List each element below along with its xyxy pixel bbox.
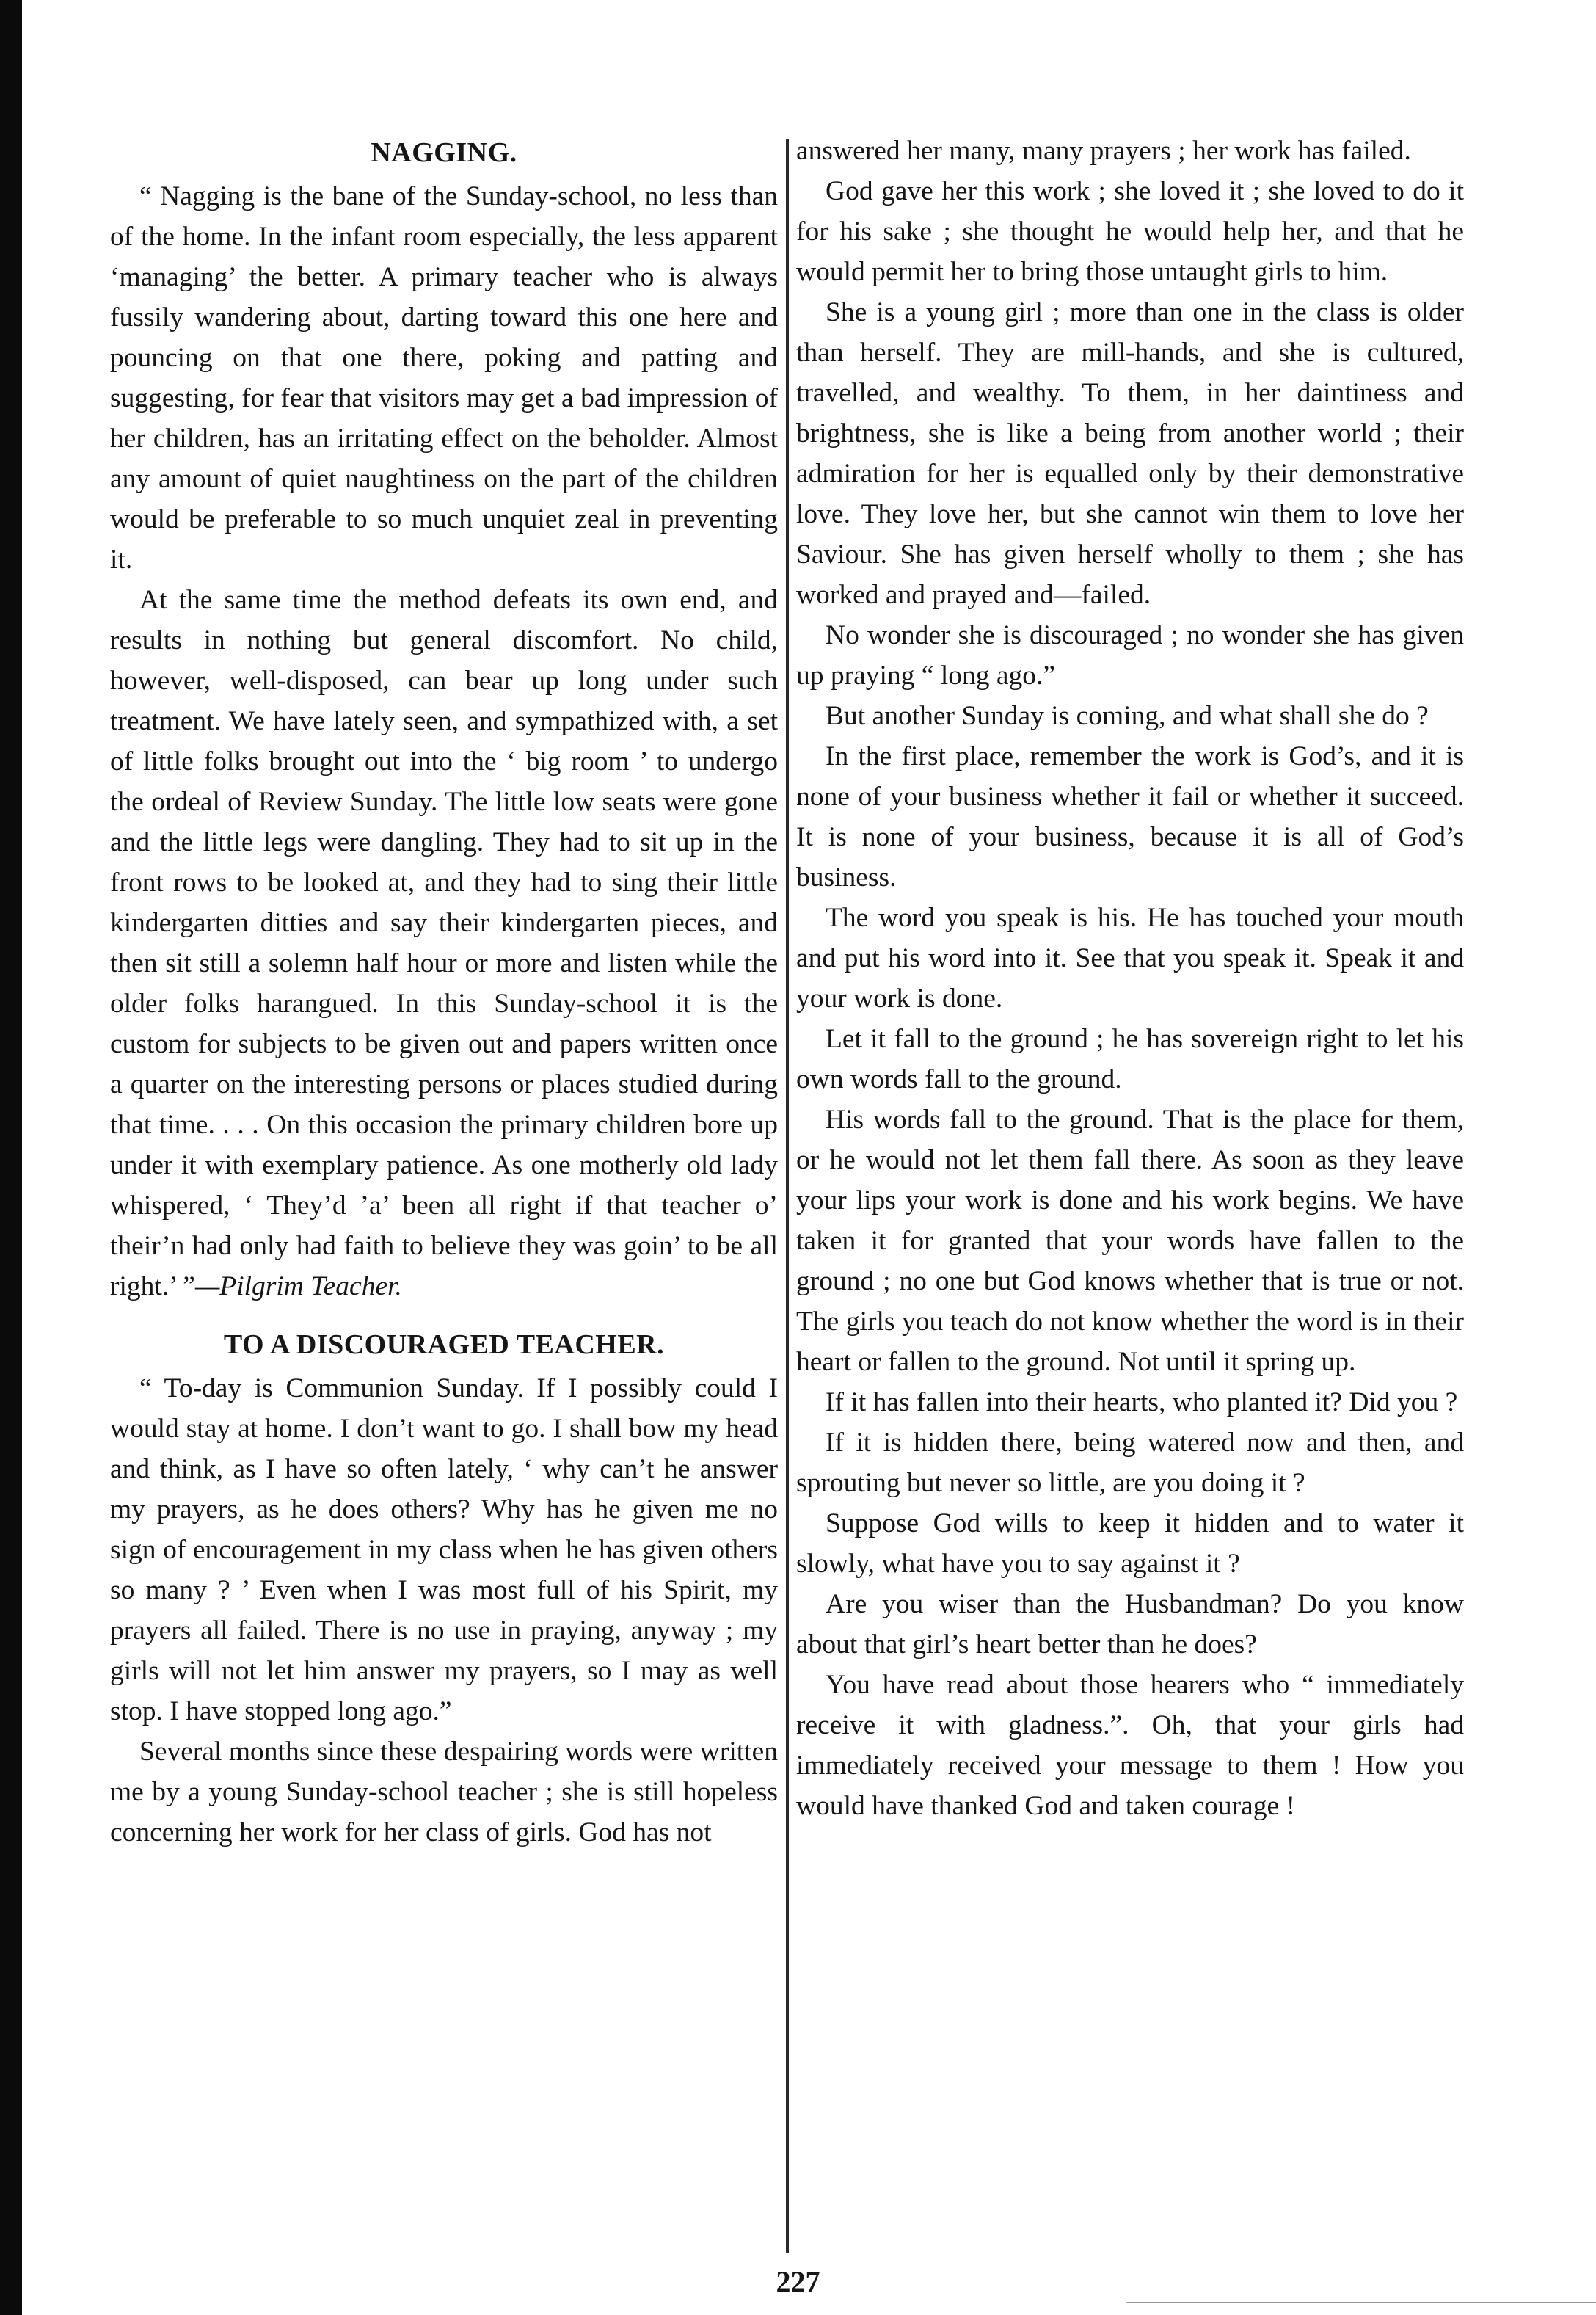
paragraph: If it is hidden there, being watered now and then, and sprouting but never so little, are you doing it ? [796, 1428, 1464, 1498]
paragraph: God gave her this work ; she loved it ; she loved to do it for his sake ; she thought he would help her, and that he would permit her to bring those untaught girls to him. [796, 176, 1464, 287]
page-number: 227 [776, 2265, 820, 2298]
right-column [796, 131, 1464, 1826]
left-margin-rule [0, 0, 22, 2315]
paragraph: His words fall to the ground. That is the place for them, or he would not let them fall there. As soon as they leave your lips your work is done and his work begins. We have taken it for granted that your words have fallen to the ground ; no one but God knows whether that is true or not. The girls you teach do not know whether the word is in their heart or fallen to the ground. Not until it spring up. [796, 1105, 1464, 1377]
paragraph: In the first place, remember the work is God’s, and it is none of your business whether it fail or whether it succeed. It is none of your business, because it is all of God’s business. [796, 741, 1464, 893]
left-column [110, 131, 778, 1853]
continued-paragraph: answered her many, many prayers ; her work has failed. [796, 136, 1411, 166]
heading-nagging: NAGGING. [371, 137, 517, 168]
paragraph: No wonder she is discouraged ; no wonder she has given up praying “ long ago.” [796, 620, 1464, 691]
paragraph: You have read about those hearers who “ immediately receive it with gladness.”. Oh, that your girls had immediately received your message to them ! How you would have thanked God and taken courage ! [796, 1670, 1464, 1821]
heading-discouraged-teacher: TO A DISCOURAGED TEACHER. [223, 1329, 665, 1360]
attribution: —Pilgrim Teacher. [194, 1271, 402, 1301]
paragraph: She is a young girl ; more than one in the class is older than herself. They are mill-hands, and she is cultured, travelled, and wealthy. To them, in her daintiness and brightness, she is like a being from another world ; their admiration for her is equalled only by their demonstrative love. They love her, but she cannot win them to love her Saviour. She has given herself wholly to them ; she has worked and prayed and—failed. [796, 297, 1464, 610]
paragraph: The word you speak is his. He has touched your mouth and put his word into it. See that you speak it. Speak it and your work is done. [796, 903, 1464, 1014]
paragraph: “ To-day is Communion Sunday. If I possibly could I would stay at home. I don’t want to go. I shall bow my head and think, as I have so often lately, ‘ why can’t he answer my prayers, as he does others? Why has he given me no sign of encouragement in my class when he has given others so many ? ’ Even when I was most full of his Spirit, my prayers all failed. There is no use in praying, anyway ; my girls will not let him answer my prayers, so I may as well stop. I have stopped long ago.” [110, 1373, 778, 1726]
footer-rule [1126, 2302, 1596, 2303]
column-rule [786, 139, 789, 2253]
paragraph-text: At the same time the method defeats its own end, and results in nothing but general discomfort. No child, however, well-disposed, can bear up long under such treatment. We have lately seen, and sympathized with, a set of little folks brought out into the ‘ big room ’ to undergo the ordeal of Review Sunday. The little low seats were gone and the little legs were dangling. They had to sit up in the front rows to be looked at, and they had to sing their little kindergarten ditties and say their kindergarten pieces, and then sit still a solemn half hour or more and listen while the older folks harangued. In this Sunday-school it is the custom for subjects to be given out and papers written once a quarter on the interesting persons or places studied during that time. . . . On this occasion the primary children bore up under it with exemplary patience. As one motherly old lady whispered, ‘ They’d ’a’ been all right if that teacher o’ their’n had only had faith to believe they was goin’ to be all right.’ ” [110, 585, 778, 1301]
paragraph: If it has fallen into their hearts, who planted it? Did you ? [826, 1387, 1458, 1417]
paragraph: Are you wiser than the Husbandman? Do you know about that girl’s heart better than he does? [796, 1589, 1464, 1660]
paragraph: Suppose God wills to keep it hidden and to water it slowly, what have you to say against it ? [796, 1508, 1464, 1579]
paragraph: “ Nagging is the bane of the Sunday-school, no less than of the home. In the infant room especially, the less apparent ‘managing’ the better. A primary teacher who is always fussily wandering about, darting toward this one here and pouncing on that one there, poking and patting and suggesting, for fear that visitors may get a bad impression of her children, has an irritating effect on the beholder. Almost any amount of quiet naughtiness on the part of the children would be preferable to so much unquiet zeal in preventing it. [110, 181, 778, 575]
paragraph: But another Sunday is coming, and what shall she do ? [826, 701, 1429, 731]
paragraph: Let it fall to the ground ; he has sovereign right to let his own words fall to the ground. [796, 1024, 1464, 1094]
paragraph: Several months since these despairing words were written me by a young Sunday-school teacher ; she is still hopeless concerning her work for her class of girls. God has not [110, 1737, 778, 1847]
paragraph [110, 580, 778, 1306]
